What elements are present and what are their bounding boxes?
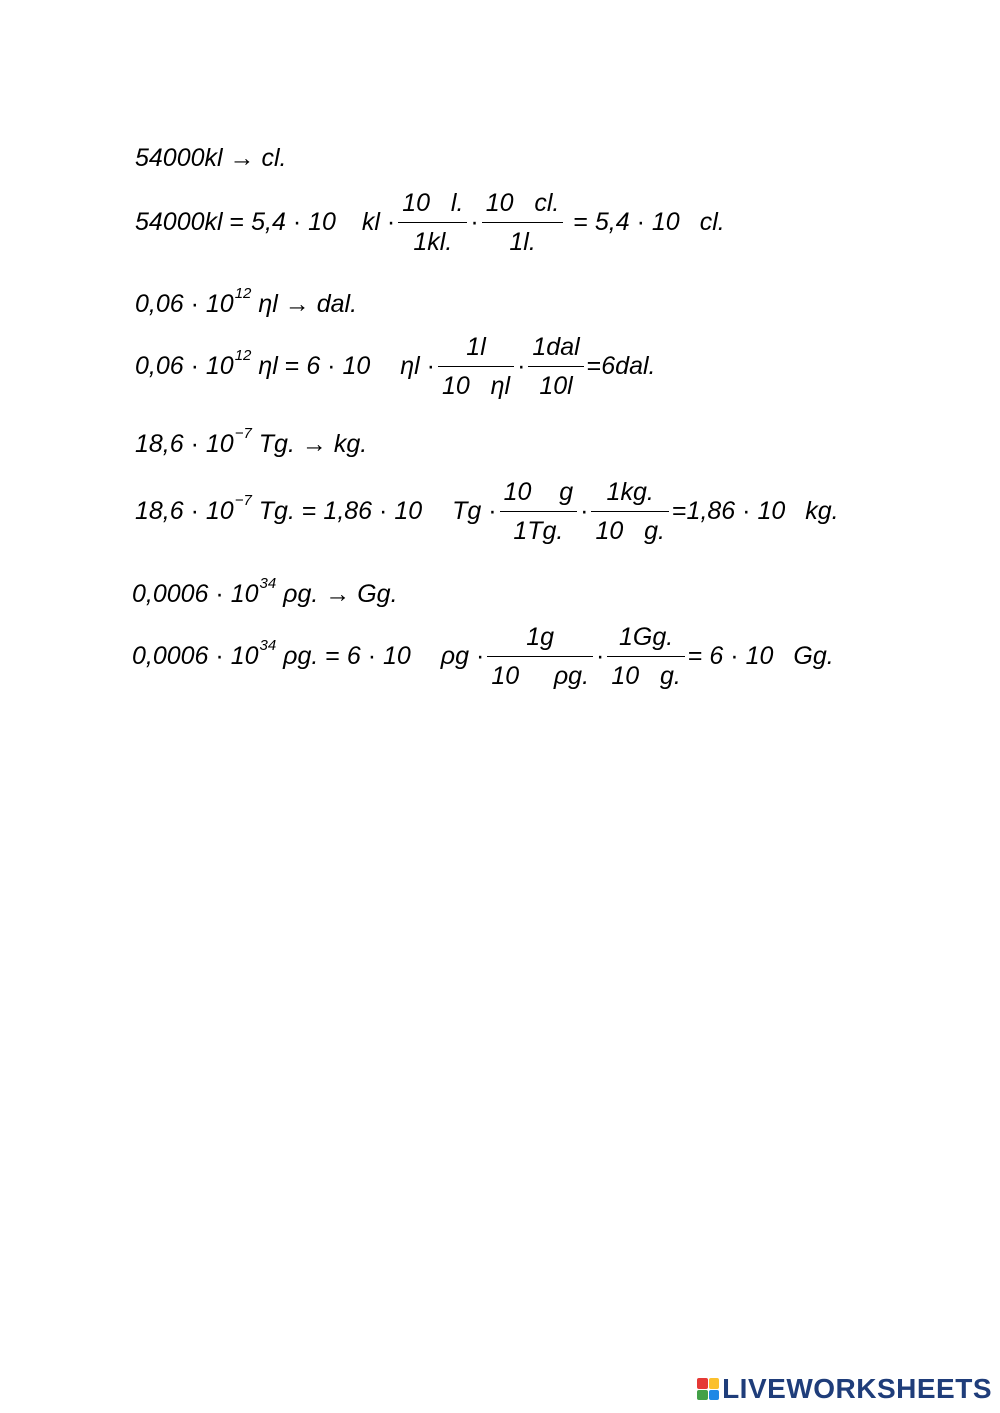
dot-operator: · <box>367 642 377 670</box>
dot-operator: · <box>580 497 589 525</box>
arrow: → <box>325 580 351 608</box>
liveworksheets-logo[interactable] <box>697 1373 992 1405</box>
solution-lhs-value: 18,6 <box>135 497 184 525</box>
exercise-1-prompt <box>135 144 286 173</box>
equals-sign: = <box>573 208 588 236</box>
fraction-denominator: 10 g. <box>595 517 665 545</box>
dot-operator: · <box>426 352 435 380</box>
power-base: 10 <box>342 352 371 380</box>
exercise-2-solution <box>135 332 656 401</box>
coefficient: 6 <box>306 352 321 380</box>
result-base: 10 <box>757 497 786 525</box>
unit: kl <box>361 208 380 236</box>
unit: ηl <box>400 352 420 380</box>
exercise-3-solution <box>135 477 839 546</box>
fraction-numerator: 1g <box>526 623 555 651</box>
result-unit: kg. <box>805 497 839 525</box>
prompt-value: 0,0006 <box>132 580 209 608</box>
solution-lhs-value: 0,06 <box>135 352 184 380</box>
fraction-numerator: 10 l. <box>402 189 464 217</box>
power-exponent: 12 <box>234 347 252 364</box>
dot-operator: · <box>742 497 751 525</box>
fraction-denominator: 1l. <box>509 228 536 256</box>
equals-sign: = <box>229 208 245 236</box>
result: 6dal. <box>601 352 656 380</box>
exercise-4-prompt <box>132 575 398 609</box>
conversion-fraction-2 <box>591 477 669 546</box>
solution-lhs: 54000kl <box>135 208 223 236</box>
logo-text: LIVEWORKSHEETS <box>722 1373 992 1404</box>
conversion-fraction-1 <box>500 477 578 546</box>
dot-operator: · <box>475 642 485 670</box>
fraction-numerator: 1dal <box>532 333 580 361</box>
dot-operator: · <box>292 208 302 236</box>
logo-square <box>709 1378 720 1389</box>
prompt-target: cl. <box>261 144 287 172</box>
power-base: 10 <box>205 430 234 458</box>
exercise-2-prompt <box>135 285 358 319</box>
fraction-numerator: 10 g <box>503 478 574 506</box>
fraction-numerator: 1l <box>466 333 486 361</box>
power-exponent: 12 <box>234 285 252 302</box>
prompt-unit: Tg. <box>258 430 295 458</box>
power-exponent: −7 <box>234 425 252 442</box>
power-base: 10 <box>230 580 259 608</box>
dot-operator: · <box>386 208 396 236</box>
exercise-3-prompt <box>135 425 368 459</box>
fraction-denominator: 10 g. <box>611 662 681 690</box>
fraction-numerator: 1kg. <box>606 478 654 506</box>
exercise-1-solution <box>135 188 725 257</box>
equals-sign: = <box>284 352 300 380</box>
power-base: 10 <box>308 208 336 236</box>
dot-operator: · <box>379 497 388 525</box>
prompt-target: Gg. <box>357 580 398 608</box>
logo-square <box>697 1378 708 1389</box>
equals-sign: = <box>687 642 703 670</box>
dot-operator: · <box>488 497 497 525</box>
fraction-denominator: 1Tg. <box>513 517 564 545</box>
dot-operator: · <box>730 642 739 670</box>
equals-sign: = <box>325 642 340 670</box>
equals-sign: = <box>586 352 602 380</box>
unit: Tg <box>452 497 482 525</box>
arrow: → <box>284 290 310 318</box>
prompt-unit: ηl <box>258 290 278 318</box>
power-base: 10 <box>230 642 259 670</box>
arrow: → <box>229 144 255 172</box>
conversion-fraction-2 <box>607 622 685 691</box>
prompt-target: kg. <box>333 430 368 458</box>
conversion-fraction-1 <box>398 188 467 257</box>
prompt-target: dal. <box>316 290 358 318</box>
result-coefficient: 6 <box>709 642 724 670</box>
fraction-numerator: 1Gg. <box>619 623 674 651</box>
prompt-value: 0,06 <box>135 290 184 318</box>
exercise-4-solution <box>132 622 834 691</box>
result-base: 10 <box>651 208 680 236</box>
result-unit: Gg. <box>793 642 834 670</box>
prompt-unit: ρg. <box>283 580 319 608</box>
coefficient: 5,4 <box>251 208 286 236</box>
arrow: → <box>301 430 327 458</box>
power-base: 10 <box>205 497 234 525</box>
dot-operator: · <box>596 642 605 670</box>
dot-operator: · <box>636 208 645 236</box>
fraction-denominator: 10 ρg. <box>491 662 590 690</box>
logo-square <box>709 1390 720 1401</box>
dot-operator: · <box>517 352 526 380</box>
equals-sign: = <box>301 497 317 525</box>
dot-operator: · <box>190 430 199 458</box>
dot-operator: · <box>470 208 479 236</box>
conversion-fraction-2 <box>482 188 564 257</box>
conversion-fraction-1 <box>438 332 514 401</box>
power-base: 10 <box>382 642 411 670</box>
equals-sign: = <box>671 497 687 525</box>
power-base: 10 <box>205 290 234 318</box>
result-coefficient: 5,4 <box>594 208 630 236</box>
solution-lhs-value: 0,0006 <box>132 642 209 670</box>
fraction-denominator: 10 ηl <box>441 372 511 400</box>
conversion-fraction-2 <box>528 332 583 401</box>
solution-lhs-unit: ρg. <box>283 642 319 670</box>
result-unit: cl. <box>699 208 725 236</box>
power-exponent: 34 <box>259 575 277 592</box>
power-exponent: −7 <box>234 492 252 509</box>
coefficient: 6 <box>346 642 361 670</box>
power-base: 10 <box>394 497 423 525</box>
prompt-value: 18,6 <box>135 430 184 458</box>
solution-lhs-unit: ηl <box>258 352 278 380</box>
coefficient: 1,86 <box>323 497 373 525</box>
power-exponent: 34 <box>259 637 277 654</box>
logo-square <box>697 1390 708 1401</box>
dot-operator: · <box>190 352 199 380</box>
result-base: 10 <box>745 642 774 670</box>
logo-mark-icon <box>697 1378 719 1400</box>
dot-operator: · <box>215 580 224 608</box>
conversion-fraction-1 <box>487 622 593 691</box>
fraction-denominator: 10l <box>539 372 573 400</box>
power-base: 10 <box>205 352 234 380</box>
dot-operator: · <box>327 352 336 380</box>
dot-operator: · <box>190 290 199 318</box>
solution-lhs-unit: Tg. <box>258 497 295 525</box>
dot-operator: · <box>215 642 224 670</box>
result-coefficient: 1,86 <box>686 497 736 525</box>
fraction-numerator: 10 cl. <box>485 189 560 217</box>
fraction-denominator: 1kl. <box>413 228 453 256</box>
prompt-value: 54000kl <box>135 144 223 172</box>
dot-operator: · <box>190 497 199 525</box>
unit: ρg <box>440 642 470 670</box>
